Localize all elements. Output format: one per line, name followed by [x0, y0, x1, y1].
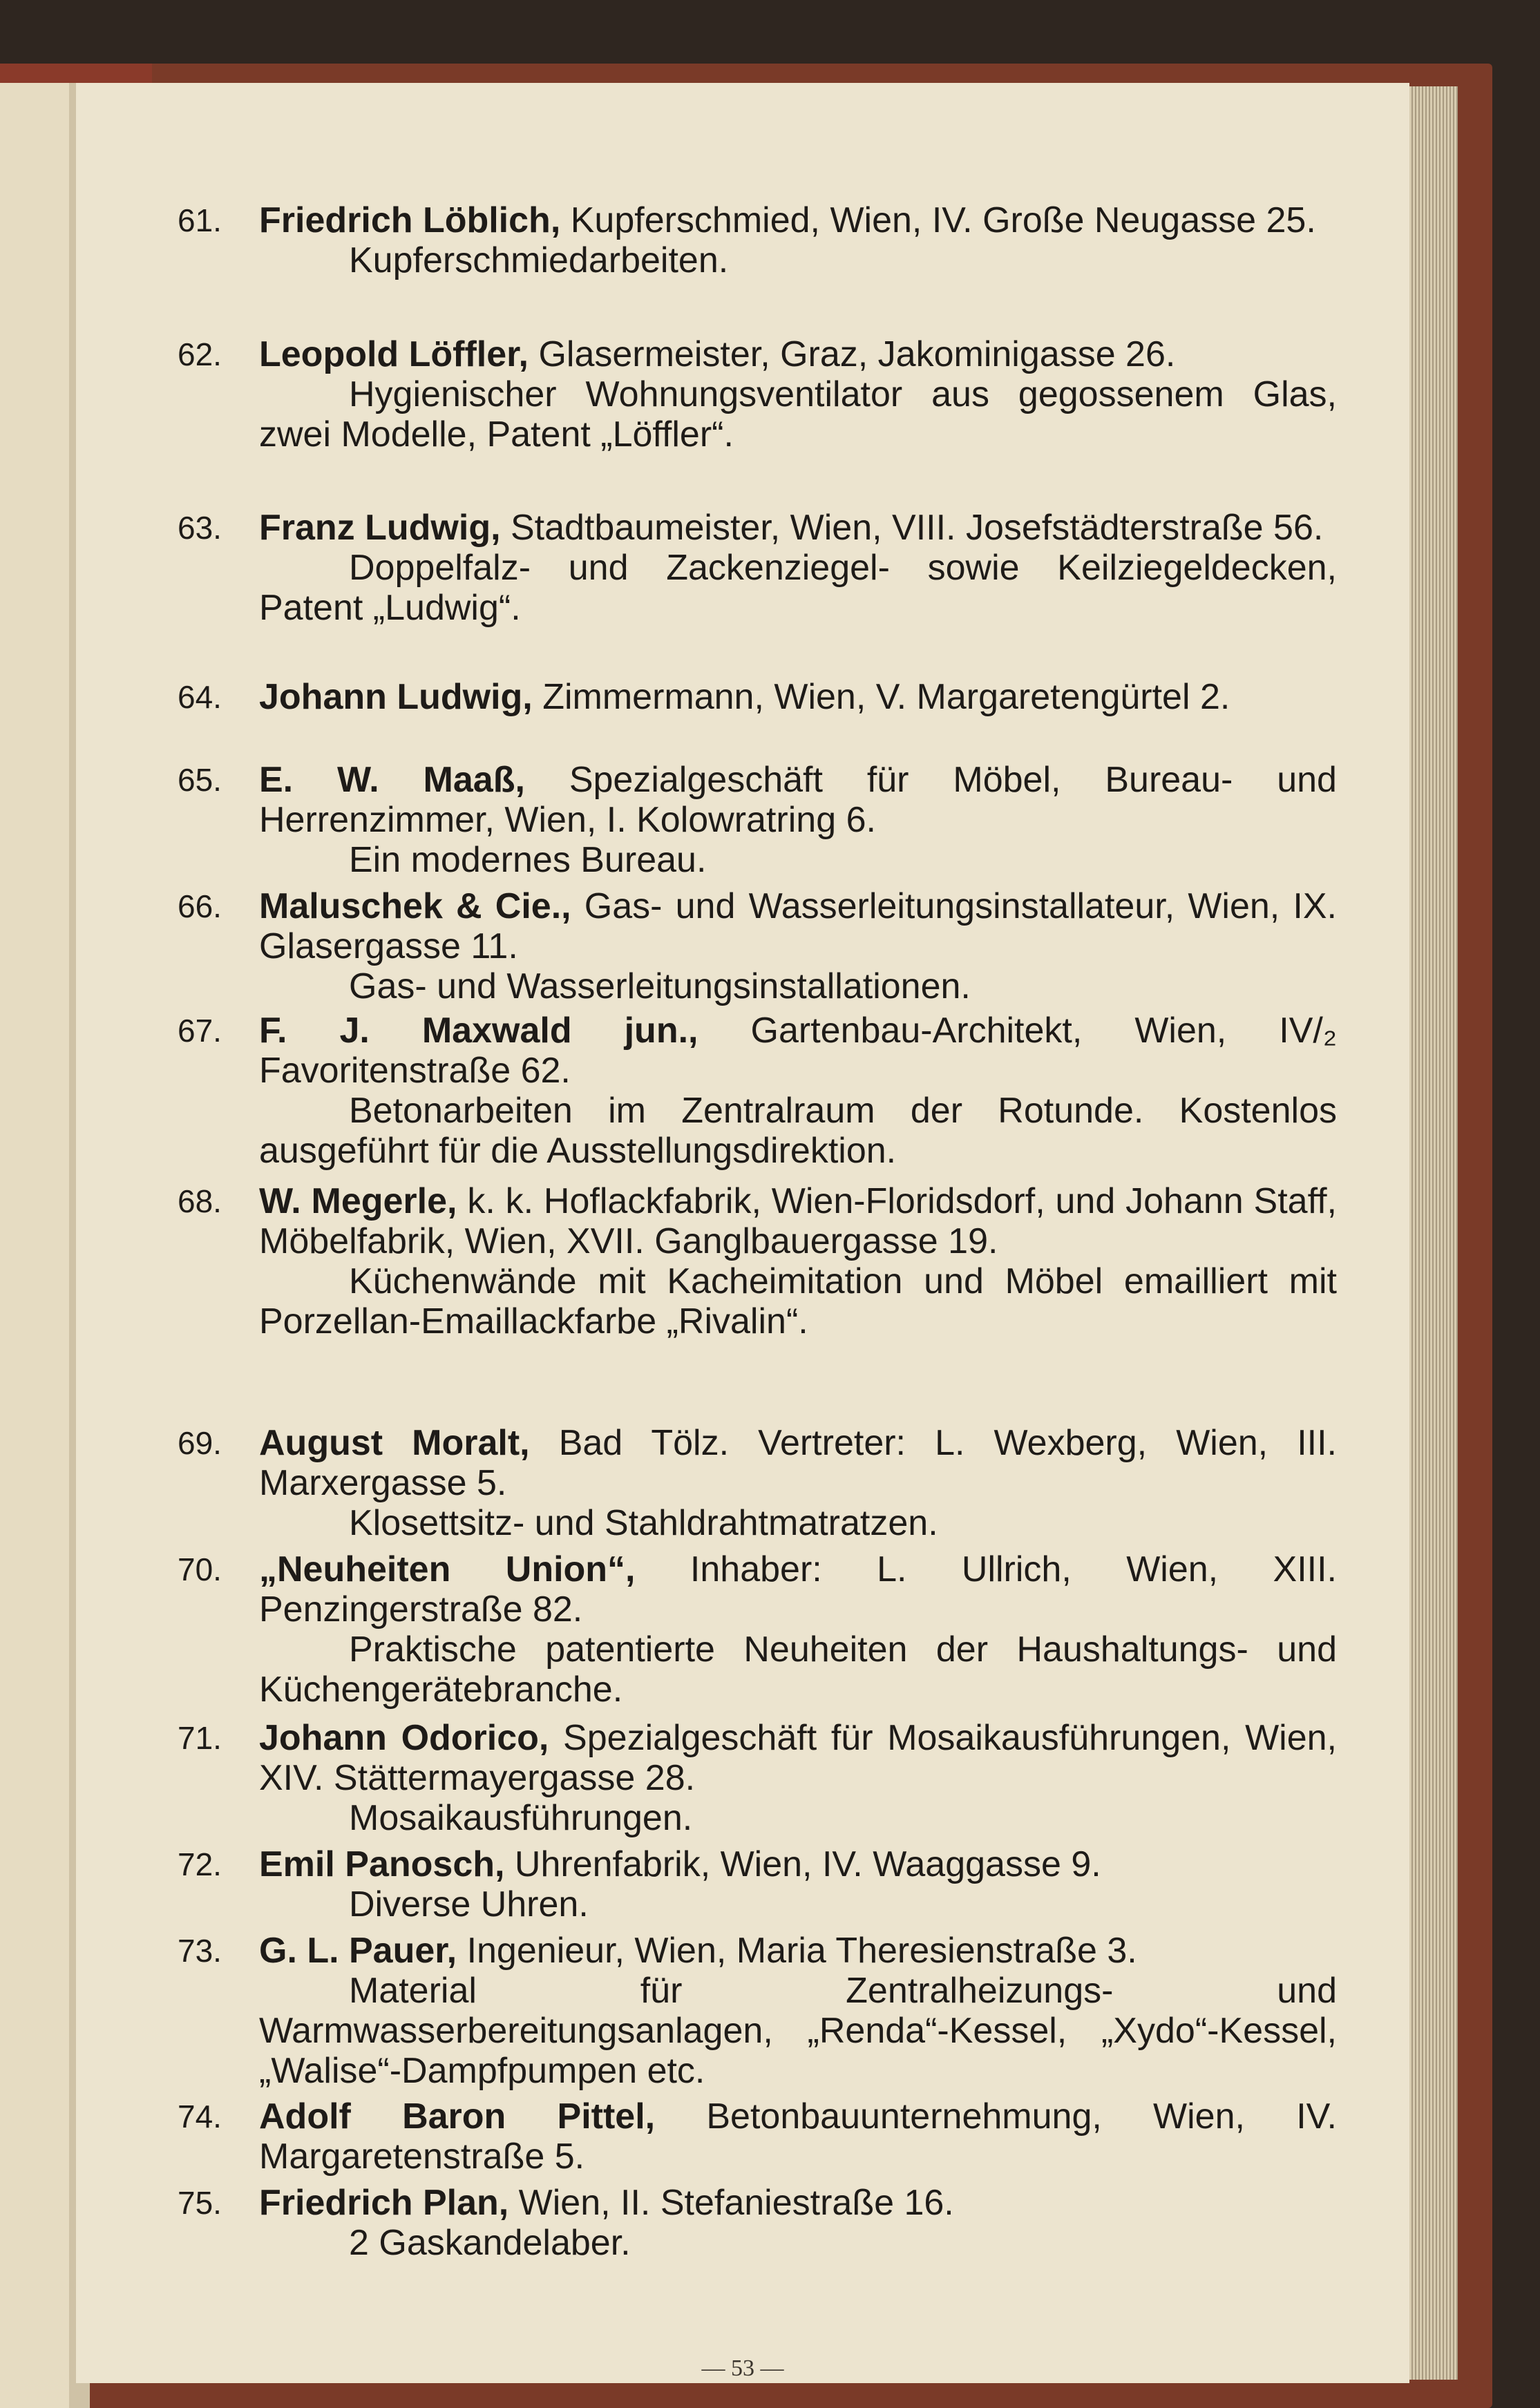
page-text [76, 83, 1409, 2383]
exhibitor-address: Inhaber: L. Ullrich, Wien, XIII. Penzingerstraße 82. [259, 1549, 1337, 1630]
entry-heading [259, 1181, 1337, 1261]
exhibitor-name: Friedrich Plan, [259, 2183, 509, 2223]
exhibit-description: Praktische patentierte Neuheiten der Haushaltungs- und Küchengerätebranche. [259, 1630, 1337, 1710]
exhibitor-name: Adolf Baron Pittel, [259, 2096, 656, 2137]
exhibitor-address: Stadtbaumeister, Wien, VIII. Josefstädterstraße 56. [510, 508, 1324, 548]
entry-heading [259, 1011, 1337, 1091]
exhibitor-name: Friedrich Löblich, [259, 200, 561, 240]
exhibit-description: Kupferschmiedarbeiten. [349, 240, 729, 280]
exhibitor-address: Ingenieur, Wien, Maria Theresienstraße 3. [466, 1931, 1137, 1971]
entry-70 [178, 1549, 1337, 1710]
entry-71 [178, 1718, 1337, 1838]
entry-heading [259, 886, 1337, 966]
exhibitor-name: „Neuheiten Union“, [259, 1549, 636, 1589]
entry-heading [259, 1718, 1337, 1798]
exhibitor-name: E. W. Maaß, [259, 760, 525, 800]
exhibitor-address: Kupferschmied, Wien, IV. Große Neugasse 25. [570, 200, 1316, 240]
entry-number: 62. [178, 336, 222, 372]
entry-number: 71. [178, 1720, 222, 1756]
entry-65 [178, 760, 1337, 880]
entry-number: 68. [178, 1183, 222, 1219]
entry-heading [259, 677, 1337, 717]
page-number: — 53 — [701, 2356, 784, 2381]
cover-edge-strip [0, 64, 152, 84]
exhibitor-address: Gartenbau-Architekt, Wien, IV/₂ Favoritenstraße 62. [259, 1011, 1338, 1091]
entry-72 [178, 1844, 1337, 1924]
exhibitor-address: Gas- und Wasserleitungsinstallateur, Wien, IX. Glasergasse 11. [259, 886, 1337, 966]
exhibit-description: Ein modernes Bureau. [349, 840, 707, 880]
exhibit-description: Material für Zentralheizungs- und Warmwasserbereitungsanlagen, „Renda“-Kessel, „Xydo“-Kessel, „Walise“-Dampfpumpen etc. [259, 1971, 1337, 2091]
exhibit-description: Betonarbeiten im Zentralraum der Rotunde. Kostenlos ausgeführt für die Ausstellungsdirektion. [259, 1091, 1337, 1171]
entry-heading [259, 200, 1337, 240]
exhibitor-name: W. Megerle, [259, 1181, 457, 1221]
exhibitor-address: k. k. Hoflackfabrik, Wien-Floridsdorf, und Johann Staff, Möbelfabrik, Wien, XVII. Ganglbauergasse 19. [259, 1181, 1337, 1261]
entry-heading [259, 2183, 1337, 2223]
entry-number: 75. [178, 2185, 222, 2221]
entry-number: 64. [178, 679, 222, 715]
entry-heading [259, 760, 1337, 840]
entry-68 [178, 1181, 1337, 1341]
entry-number: 67. [178, 1013, 222, 1049]
exhibit-description: Diverse Uhren. [349, 1884, 589, 1924]
left-page-edge [0, 83, 77, 2408]
entry-61 [178, 200, 1337, 280]
exhibitor-address: Bad Tölz. Vertreter: L. Wexberg, Wien, III. Marxergasse 5. [259, 1423, 1337, 1503]
entry-63 [178, 508, 1337, 628]
entry-67 [178, 1011, 1338, 1171]
entry-74 [178, 2096, 1337, 2177]
entry-number: 63. [178, 510, 222, 546]
entry-64 [178, 677, 1337, 717]
exhibitor-name: Maluschek & Cie., [259, 886, 571, 926]
exhibitor-address: Glasermeister, Graz, Jakominigasse 26. [538, 334, 1176, 374]
entry-number: 61. [178, 202, 222, 238]
entry-heading [259, 1844, 1337, 1884]
exhibitor-name: Emil Panosch, [259, 1844, 505, 1884]
exhibitor-address: Betonbauunternehmung, Wien, IV. Margaretenstraße 5. [259, 2096, 1337, 2177]
exhibit-description: Gas- und Wasserleitungsinstallationen. [349, 966, 971, 1006]
entry-number: 72. [178, 1846, 222, 1882]
entry-73 [178, 1931, 1337, 2091]
entry-heading [259, 1423, 1337, 1503]
exhibitor-name: Johann Odorico, [259, 1718, 549, 1758]
exhibitor-name: G. L. Pauer, [259, 1931, 457, 1971]
exhibitor-address: Wien, II. Stefaniestraße 16. [518, 2183, 954, 2223]
entry-number: 73. [178, 1933, 222, 1969]
exhibitor-address: Zimmermann, Wien, V. Margaretengürtel 2. [542, 677, 1230, 717]
exhibitor-name: Leopold Löffler, [259, 334, 529, 374]
exhibitor-address: Spezialgeschäft für Mosaikausführungen, Wien, XIV. Stättermayergasse 28. [259, 1718, 1337, 1798]
entry-heading [259, 1549, 1337, 1630]
entry-number: 74. [178, 2099, 222, 2134]
exhibitor-name: Franz Ludwig, [259, 508, 501, 548]
entry-number: 65. [178, 762, 222, 798]
exhibitor-address: Spezialgeschäft für Möbel, Bureau- und Herrenzimmer, Wien, I. Kolowratring 6. [259, 760, 1337, 840]
exhibit-description: Doppelfalz- und Zackenziegel- sowie Keilziegeldecken, Patent „Ludwig“. [259, 548, 1337, 628]
entry-number: 69. [178, 1425, 222, 1461]
entry-number: 66. [178, 888, 222, 924]
entry-heading [259, 2096, 1337, 2177]
entry-heading [259, 1931, 1337, 1971]
exhibitor-name: Johann Ludwig, [259, 677, 533, 717]
exhibitor-name: F. J. Maxwald jun., [259, 1011, 698, 1051]
entry-heading [259, 508, 1337, 548]
book-page [76, 83, 1409, 2383]
entry-75 [178, 2183, 1337, 2263]
exhibit-description: Küchenwände mit Kacheimitation und Möbel emailliert mit Porzellan-Emaillackfarbe „Rivalin“. [259, 1261, 1337, 1341]
exhibit-description: 2 Gaskandelaber. [349, 2223, 631, 2263]
exhibit-description: Klosettsitz- und Stahldrahtmatratzen. [349, 1503, 938, 1543]
entry-62 [178, 334, 1337, 455]
entry-69 [178, 1423, 1337, 1543]
exhibit-description: Mosaikausführungen. [349, 1798, 693, 1838]
exhibitor-name: August Moralt, [259, 1423, 530, 1463]
entry-66 [178, 886, 1337, 1006]
entry-heading [259, 334, 1337, 374]
exhibit-description: Hygienischer Wohnungsventilator aus gegossenem Glas, zwei Modelle, Patent „Löffler“. [259, 374, 1337, 455]
entry-number: 70. [178, 1551, 222, 1587]
exhibitor-address: Uhrenfabrik, Wien, IV. Waaggasse 9. [514, 1844, 1101, 1884]
